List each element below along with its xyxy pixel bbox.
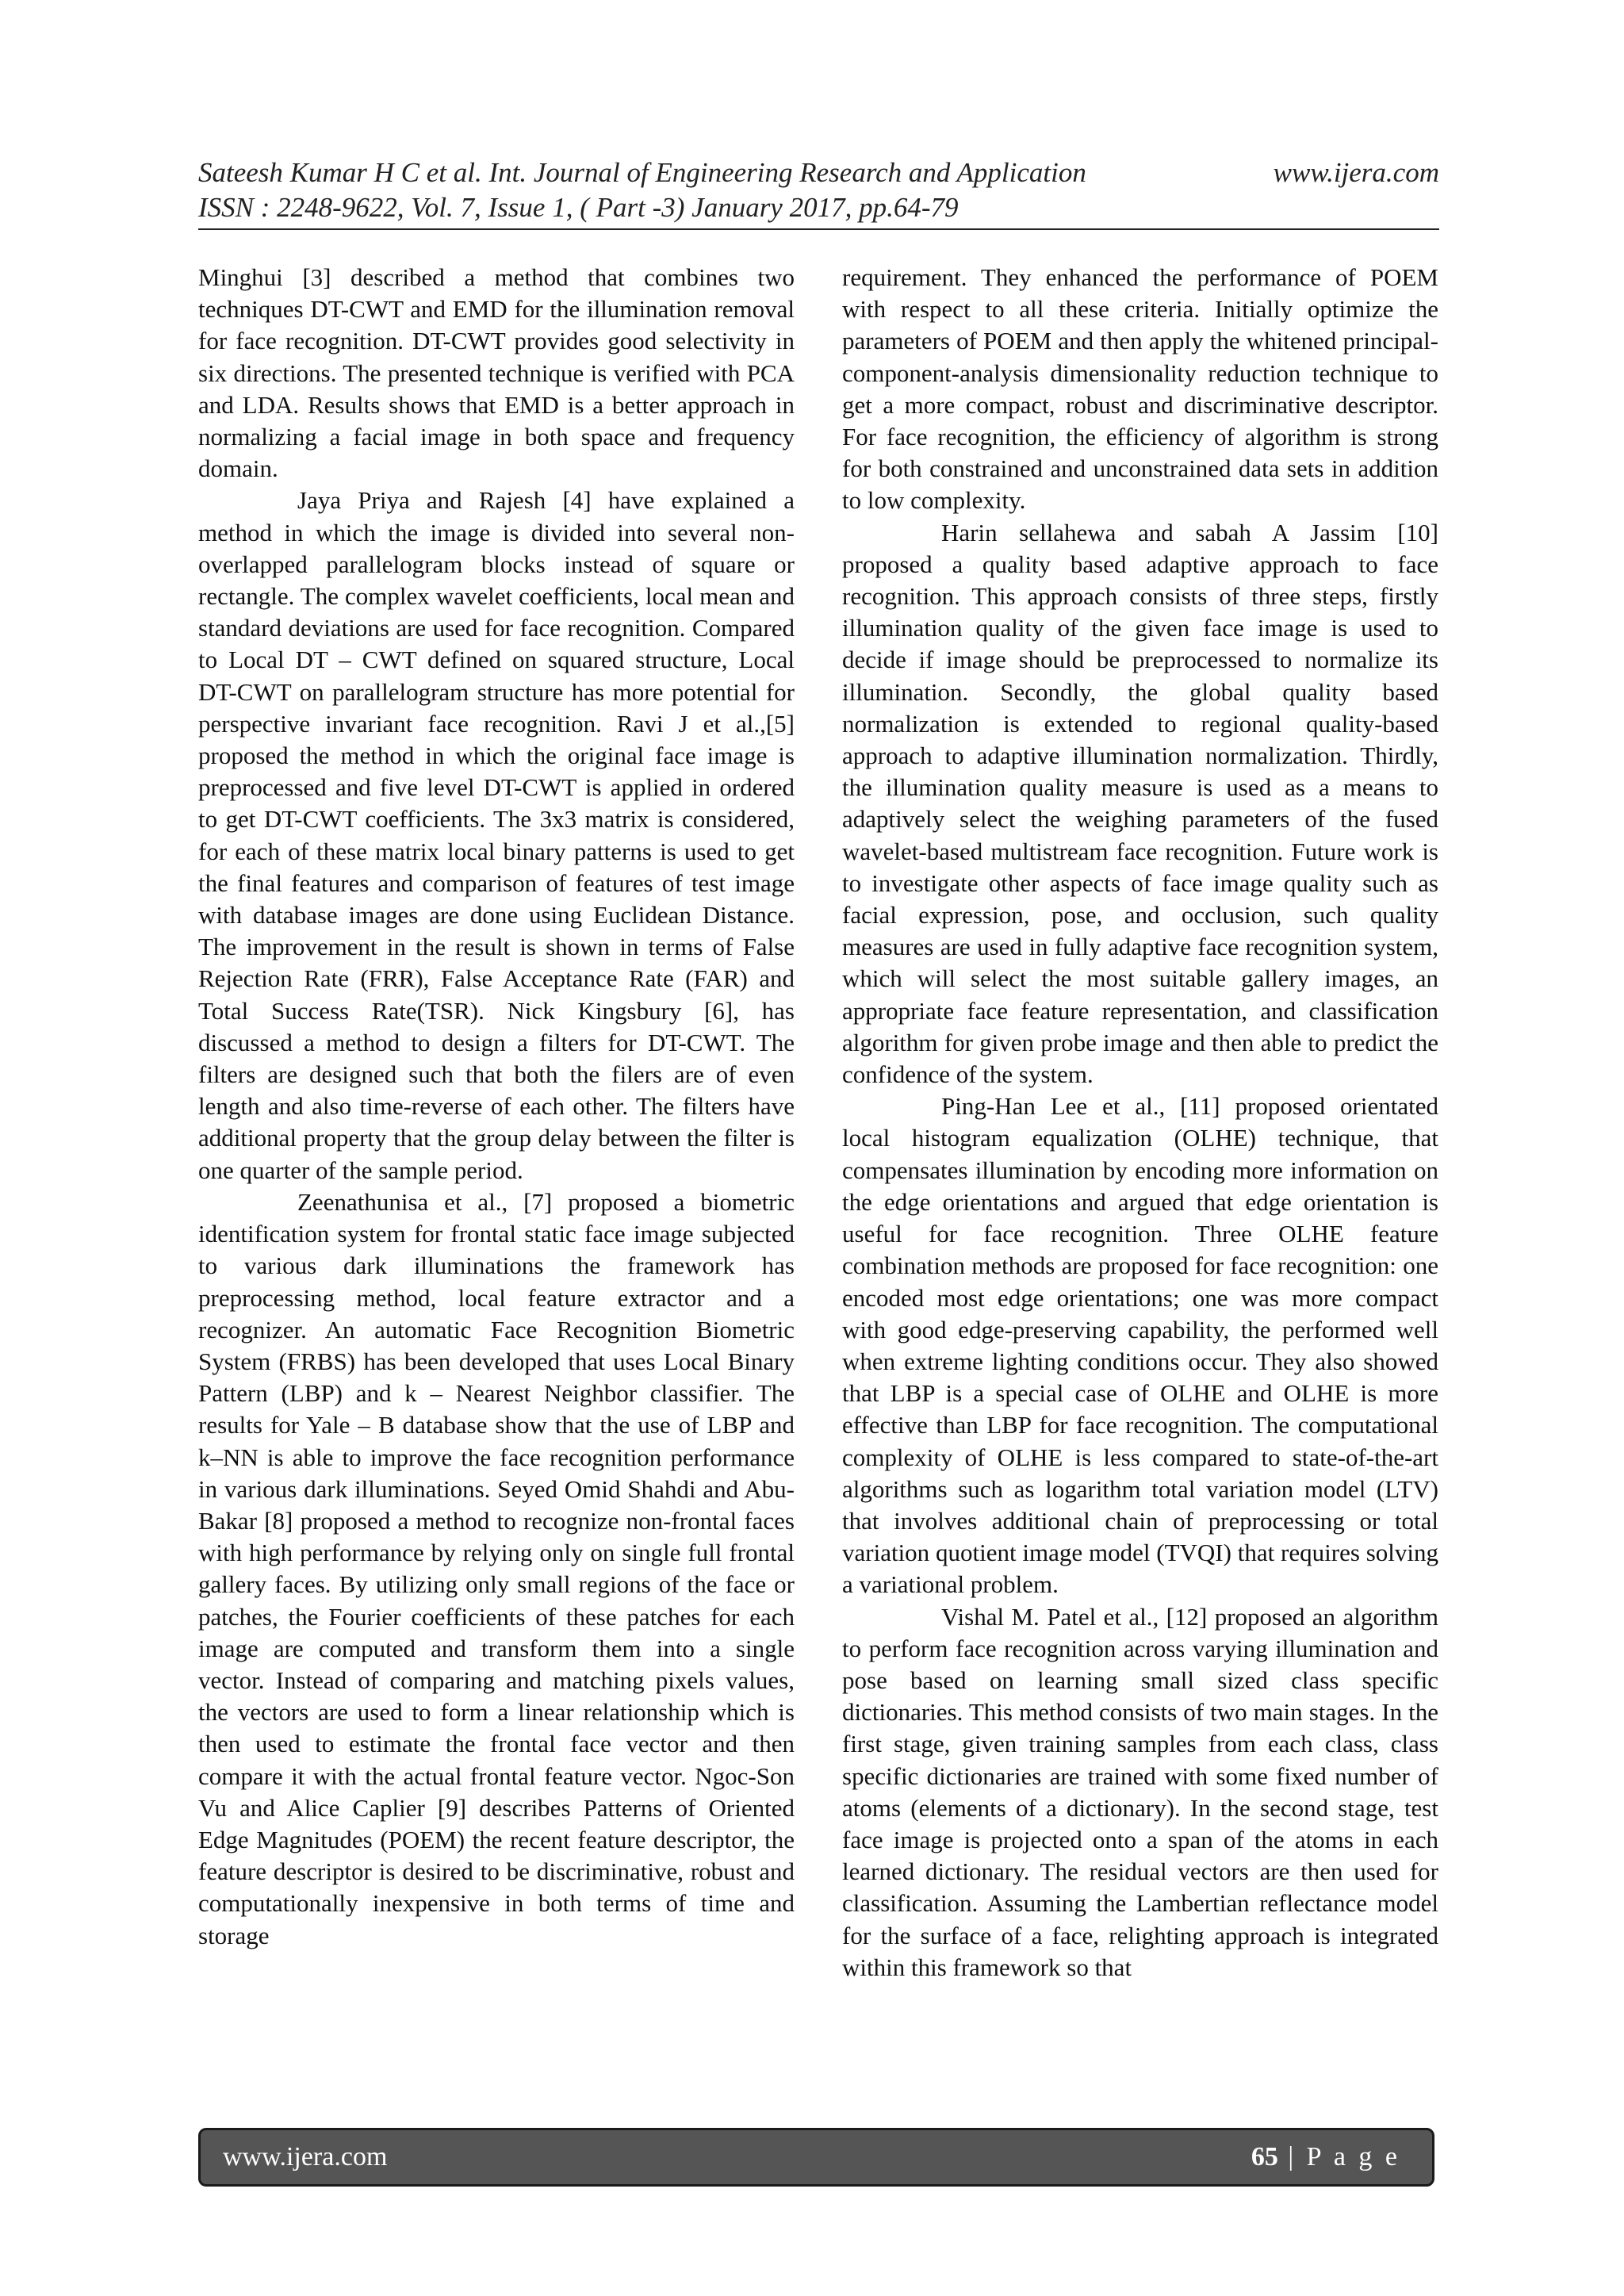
page-label: | P a g e (1277, 2142, 1400, 2171)
header-divider (198, 228, 1439, 230)
header-line-1 (198, 155, 1439, 190)
running-header (198, 155, 1439, 225)
right-column (842, 262, 1438, 1984)
header-website: www.ijera.com (1273, 157, 1439, 188)
footer-website: www.ijera.com (223, 2142, 388, 2171)
page-number: 65 (1251, 2142, 1278, 2171)
left-column (198, 262, 795, 1952)
header-citation: Sateesh Kumar H C et al. Int. Journal of Engineering Research and Application (198, 157, 1086, 188)
right-paragraph-3: Ping-Han Lee et al., [11] proposed orientated local histogram equalization (OLHE) technique, that compensates illumination by encoding more information on the edge orientations and argued that edge orientation is useful for face recognition. Three OLHE feature combination methods are proposed for face recognition: one encoded most edge orientations; one was more compact with good edge-preserving capability, the performed well when extreme lighting conditions occur. They also showed that LBP is a special case of OLHE and OLHE is more effective than LBP for face recognition. The computational complexity of OLHE is less compared to state-of-the-art algorithms such as logarithm total variation model (LTV) that involves additional chain of preprocessing or total variation quotient image model (TVQI) that requires solving a variational problem. (842, 1092, 1438, 1599)
right-paragraph-4: Vishal M. Patel et al., [12] proposed an algorithm to perform face recognition across varying illumination and pose based on learning small sized class specific dictionaries. This method consists of two main stages. In the first stage, given training samples from each class, class specific dictionaries are trained with some fixed number of atoms (elements of a dictionary). In the second stage, test face image is projected onto a span of the atoms in each learned dictionary. The residual vectors are then used for classification. Assuming the Lambertian reflectance model for the surface of a face, relighting approach is integrated within this framework so that (842, 1602, 1438, 1981)
left-paragraph-1: Minghui [3] described a method that combines two techniques DT-CWT and EMD for the illumination removal for face recognition. DT-CWT provides good selectivity in six directions. The presented technique is verified with PCA and LDA. Results shows that EMD is a better approach in normalizing a facial image in both space and frequency domain. (198, 263, 795, 483)
page-footer (198, 2128, 1434, 2187)
header-issue: ISSN : 2248-9622, Vol. 7, Issue 1, ( Part -3) January 2017, pp.64-79 (198, 192, 959, 223)
right-paragraph-1: requirement. They enhanced the performance of POEM with respect to all these criteria. Initially optimize the parameters of POEM and then apply the whitened principal-component-analysis dimensionality reduction technique to get a more compact, robust and discriminative descriptor. For face recognition, the efficiency of algorithm is strong for both constrained and unconstrained data sets in addition to low complexity. (842, 263, 1438, 515)
left-paragraph-2: Jaya Priya and Rajesh [4] have explained a method in which the image is divided into several non-overlapped parallelogram blocks instead of square or rectangle. The complex wavelet coefficients, local mean and standard deviations are used for face recognition. Compared to Local DT – CWT defined on squared structure, Local DT-CWT on parallelogram structure has more potential for perspective invariant face recognition. Ravi J et al.,[5] proposed the method in which the original face image is preprocessed and five level DT-CWT is applied in ordered to get DT-CWT coefficients. The 3x3 matrix is considered, for each of these matrix local binary patterns is used to get the final features and comparison of features of test image with database images are done using Euclidean Distance. The improvement in the result is shown in terms of False Rejection Rate (FRR), False Acceptance Rate (FAR) and Total Success Rate(TSR). Nick Kingsbury [6], has discussed a method to design a filters for DT-CWT. The filters are designed such that both the filers are of even length and also time-reverse of each other. The filters have additional property that the group delay between the filter is one quarter of the sample period. (198, 486, 795, 1184)
right-paragraph-2: Harin sellahewa and sabah A Jassim [10] proposed a quality based adaptive approach to face recognition. This approach consists of three steps, firstly illumination quality of the given face image is used to decide if image should be preprocessed to normalize its illumination. Secondly, the global quality based normalization is extended to regional quality-based approach to adaptive illumination normalization. Thirdly, the illumination quality measure is used as a means to adaptively select the weighing parameters of the fused wavelet-based multistream face recognition. Future work is to investigate other aspects of face image quality such as facial expression, pose, and occlusion, such quality measures are used in fully adaptive face recognition system, which will select the most suitable gallery images, an appropriate face feature representation, and classification algorithm for given probe image and then able to predict the confidence of the system. (842, 518, 1438, 1089)
left-paragraph-3: Zeenathunisa et al., [7] proposed a biometric identification system for frontal static face image subjected to various dark illuminations the framework has preprocessing method, local feature extractor and a recognizer. An automatic Face Recognition Biometric System (FRBS) has been developed that uses Local Binary Pattern (LBP) and k – Nearest Neighbor classifier. The results for Yale – B database show that the use of LBP and k–NN is able to improve the face recognition performance in various dark illuminations. Seyed Omid Shahdi and Abu-Bakar [8] proposed a method to recognize non-frontal faces with high performance by relying only on single full frontal gallery faces. By utilizing only small regions of the face or patches, the Fourier coefficients of these patches for each image are computed and transform them into a single vector. Instead of comparing and matching pixels values, the vectors are used to form a linear relationship which is then used to estimate the frontal face vector and then compare it with the actual frontal feature vector. Ngoc-Son Vu and Alice Caplier [9] describes Patterns of Oriented Edge Magnitudes (POEM) the recent feature descriptor, the feature descriptor is desired to be discriminative, robust and computationally inexpensive in both terms of time and storage (198, 1187, 795, 1949)
footer-page (1251, 2130, 1400, 2184)
